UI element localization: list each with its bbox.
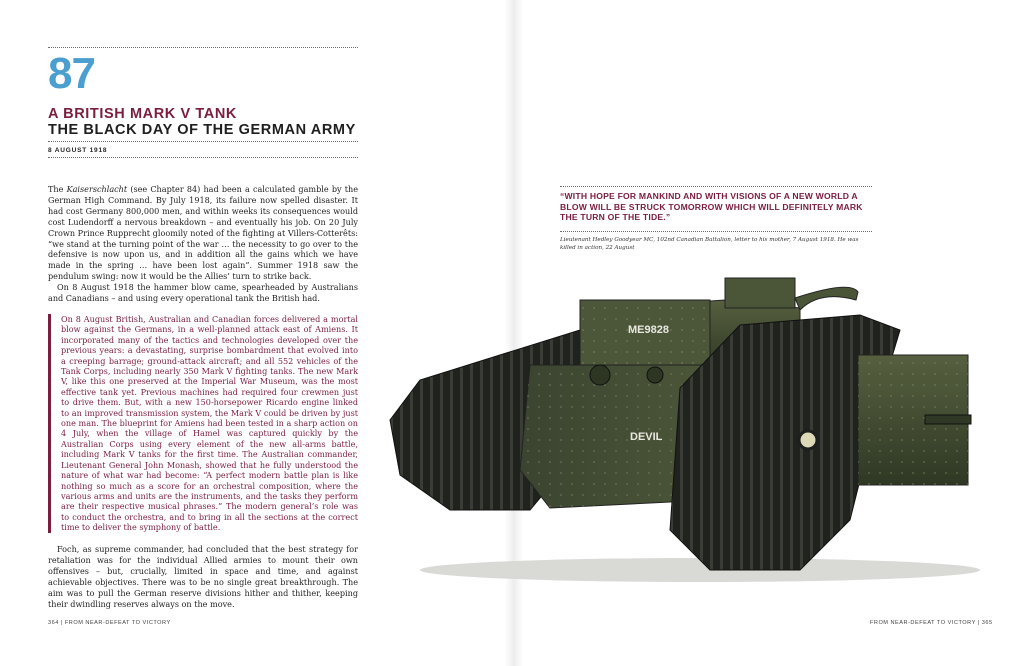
date-rule	[48, 157, 358, 158]
vision-port-left	[590, 365, 610, 385]
sponson-gun	[925, 415, 971, 424]
highlight-passage: On 8 August British, Australian and Canadian forces delivered a mortal blow against the Germans, in a well-planned attack east of Amiens. It incorporated many of the tactics and technologies developed over the previous years: a devastating, surprise bombardment that evolved into a creeping barrage; ground-attack aircraft; and all 552 vehicles of the Tank Corps, including nearly 350 Mark V fighting tanks. The new Mark V, like this one preserved at the Imperial War Museum, was the most effective tank yet. Previous machines had required four crewmen just to drive them. But, with a new 150-horsepower Ricardo engine linked to an improved transmission system, the Mark V could be driven by just one man. The blueprint for Amiens had been tested in a sharp action on 4 July, when the village of Hamel was captured quickly by the Australian Corps using every element of the new all-arms battle, including Mark V tanks for the first time. The Australian commander, Lieutenant General John Monash, showed that he fully understood the nature of what war had become: “A perfect modern battle plan is like nothing so much as a score for an orchestral composition, where the various arms and units are the instruments, and the tasks they perform are their respective musical phrases.” The modern general’s role was to conduct the orchestra, and to bring in all the sections at the correct time to deliver the symphony of battle.	[48, 314, 358, 533]
rear-cupola	[725, 278, 795, 308]
pull-quote: “WITH HOPE FOR MANKIND AND WITH VISIONS OF A NEW WORLD A BLOW WILL BE STRUCK TOMORROW WHICH WILL DEFINITELY MARK THE TURN OF THE TIDE.”	[560, 191, 863, 223]
roundel	[799, 431, 817, 449]
body-text-top	[48, 184, 358, 304]
unditching-rail	[795, 287, 858, 310]
vision-port-right	[647, 367, 663, 383]
p1-start: The	[48, 184, 67, 194]
p1-rest: (see Chapter 84) had been a calculated gamble by the German High Command. By July 1918, its failure now spelled disaster. It had cost Germany 800,000 men, and within weeks its consequences would cost Ludendorff a nervous breakdown – and eventually his job. On 20 July Crown Prince Rupprecht gloomily noted of the fighting at Villers-Cotterêts: “we stand at the turning point of the war … the necessity to go over to the defensive is now upon us, and in addition all the gains which we have made in the spring … have been lost again”. Summer 1918 saw the pendulum swing: now it would be the Allies’ turn to strike back.	[48, 184, 358, 282]
quote-source: Lieutenant Hedley Goodyear MC, 102nd Canadian Battalion, letter to his mother, 7 August 1918. He was killed in action, 22 August	[560, 237, 859, 251]
footer-left: 364 | FROM NEAR-DEFEAT TO VICTORY	[48, 620, 171, 626]
p1-kaiserschlacht: Kaiserschlacht	[66, 184, 128, 194]
tank-photo	[380, 270, 980, 588]
entry-number: 87	[48, 49, 95, 98]
mark-v-tank-illustration	[380, 270, 980, 588]
entry-subtitle: THE BLACK DAY OF THE GERMAN ARMY	[48, 122, 356, 138]
paragraph-1	[48, 184, 358, 282]
entry-date: 8 AUGUST 1918	[48, 147, 108, 154]
footer-right: FROM NEAR-DEFEAT TO VICTORY | 365	[870, 620, 993, 626]
entry-title: A BRITISH MARK V TANK	[48, 106, 238, 122]
title-rule	[48, 141, 358, 142]
quote-bottom-rule	[560, 231, 872, 232]
quote-top-rule	[560, 186, 872, 187]
paragraph-2: On 8 August 1918 the hammer blow came, spearheaded by Australians and Canadians – and using every operational tank the British had.	[48, 282, 358, 304]
registration-text: ME9828	[628, 324, 669, 336]
top-rule	[48, 47, 358, 48]
body-text-bottom	[48, 544, 358, 609]
ground-shadow	[420, 558, 980, 582]
tank-name-text: DEVIL	[630, 431, 663, 443]
paragraph-3: Foch, as supreme commander, had concluded that the best strategy for retaliation was for the individual Allied armies to mount their own offensives – but, crucially, limited in space and time, and against achievable objectives. There was to be no single great breakthrough. The aim was to pull the German reserve divisions hither and thither, keeping their dwindling reserves always on the move.	[48, 544, 358, 609]
